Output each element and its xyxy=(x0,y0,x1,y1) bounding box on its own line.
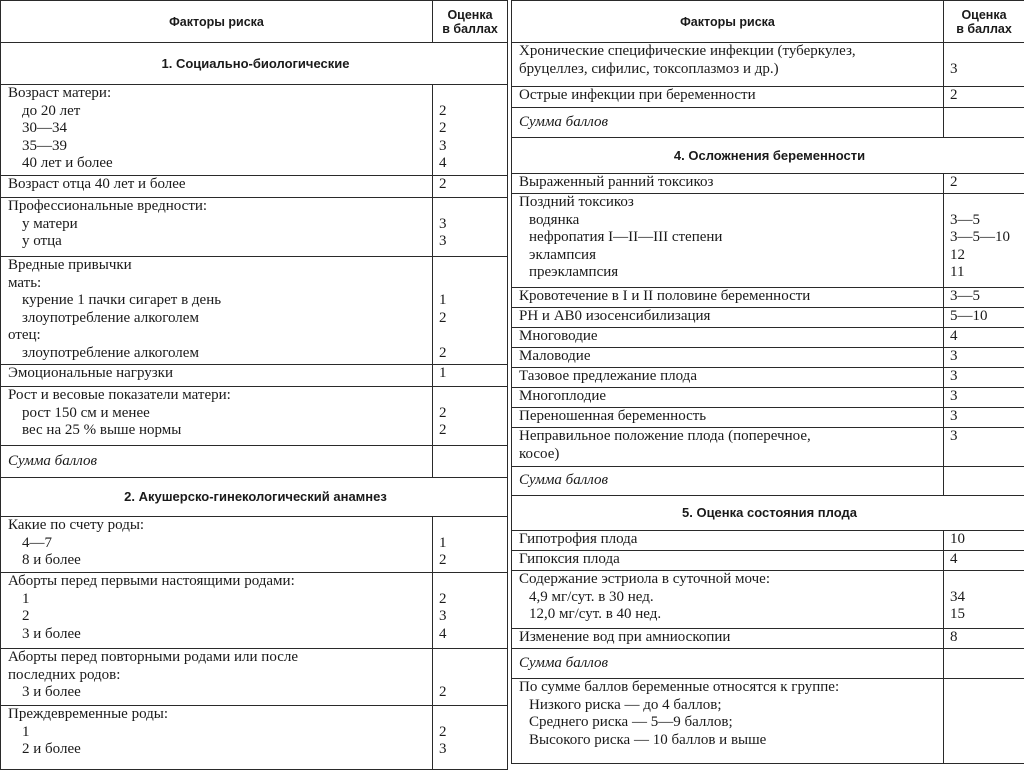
factor-line: Хронические специфические инфекции (туберкулез, xyxy=(519,43,939,61)
score-cell xyxy=(433,649,508,706)
section-title: 5. Оценка состояния плода xyxy=(512,496,1024,531)
factor-line: 3 и более xyxy=(8,626,428,644)
table-header-row xyxy=(1,1,508,43)
score-value: 3—5 xyxy=(950,212,1020,230)
factor-line: Кровотечение в I и II половине беременности xyxy=(519,288,939,306)
factor-line: преэклампсия xyxy=(519,264,939,282)
score-value xyxy=(439,85,503,103)
factor-line: отец: xyxy=(8,327,428,345)
factor-row xyxy=(1,706,508,770)
factor-row xyxy=(512,43,1024,87)
score-value xyxy=(950,43,1020,61)
score-value: 3 xyxy=(950,388,1020,406)
factor-line: 3 и более xyxy=(8,684,428,702)
factor-line: 40 лет и более xyxy=(8,155,428,173)
factor-cell xyxy=(512,571,944,629)
factor-line: Выраженный ранний токсикоз xyxy=(519,174,939,192)
score-value: 2 xyxy=(439,724,503,742)
score-value: 1 xyxy=(439,365,503,383)
factor-row xyxy=(512,288,1024,308)
factor-line: 2 и более xyxy=(8,741,428,759)
factor-line: Многоводие xyxy=(519,328,939,346)
sum-row xyxy=(512,467,1024,496)
score-value: 4 xyxy=(950,551,1020,569)
score-value: 3 xyxy=(950,348,1020,366)
score-cell xyxy=(944,679,1024,764)
score-value: 2 xyxy=(439,422,503,440)
factor-row xyxy=(1,387,508,446)
factor-line: бруцеллез, сифилис, токсоплазмоз и др.) xyxy=(519,61,939,79)
score-value xyxy=(950,697,1020,715)
factor-cell xyxy=(512,308,944,328)
factor-line: эклампсия xyxy=(519,247,939,265)
factor-row xyxy=(512,308,1024,328)
score-value: 2 xyxy=(439,103,503,121)
score-value xyxy=(950,679,1020,697)
score-value: 3 xyxy=(950,368,1020,386)
factor-cell xyxy=(512,629,944,649)
factor-row xyxy=(512,428,1024,467)
factor-row xyxy=(1,198,508,257)
score-column-header xyxy=(433,1,508,43)
factor-cell xyxy=(512,388,944,408)
sum-value-cell xyxy=(944,649,1024,679)
score-value: 3 xyxy=(950,61,1020,79)
factor-row xyxy=(512,328,1024,348)
factor-line: Гипоксия плода xyxy=(519,551,939,569)
sum-value-cell xyxy=(944,467,1024,496)
score-value: 2 xyxy=(439,120,503,138)
sum-row xyxy=(512,649,1024,679)
factor-row xyxy=(512,531,1024,551)
score-value: 10 xyxy=(950,531,1020,549)
sum-label: Сумма баллов xyxy=(512,467,944,496)
score-value: 4 xyxy=(439,155,503,173)
score-value: 1 xyxy=(439,292,503,310)
factor-line: По сумме баллов беременные относятся к группе: xyxy=(519,679,939,697)
factor-row xyxy=(512,571,1024,629)
factor-row xyxy=(512,194,1024,288)
score-cell xyxy=(944,551,1024,571)
score-value: 8 xyxy=(950,629,1020,647)
score-header-line: Оценка xyxy=(447,8,492,22)
factor-line: Эмоциональные нагрузки xyxy=(8,365,428,383)
factor-line: 12,0 мг/сут. в 40 нед. xyxy=(519,606,939,624)
score-header-line: в баллах xyxy=(956,22,1012,36)
score-value: 3 xyxy=(439,608,503,626)
factor-cell xyxy=(512,531,944,551)
score-cell xyxy=(433,85,508,176)
factor-line: злоупотребление алкоголем xyxy=(8,310,428,328)
score-cell xyxy=(433,176,508,198)
factor-line: злоупотребление алкоголем xyxy=(8,345,428,363)
score-value: 3—5—10 xyxy=(950,229,1020,247)
factor-row xyxy=(512,629,1024,649)
score-cell xyxy=(944,174,1024,194)
factor-line: 8 и более xyxy=(8,552,428,570)
score-value xyxy=(439,257,503,275)
factor-row xyxy=(1,85,508,176)
factor-line: Низкого риска — до 4 баллов; xyxy=(519,697,939,715)
score-cell xyxy=(944,571,1024,629)
factor-line: последних родов: xyxy=(8,667,428,685)
score-value xyxy=(439,198,503,216)
factor-line: Вредные привычки xyxy=(8,257,428,275)
score-cell xyxy=(944,531,1024,551)
factor-row xyxy=(1,257,508,365)
factor-cell xyxy=(512,288,944,308)
score-value: 3 xyxy=(439,233,503,251)
score-value: 15 xyxy=(950,606,1020,624)
score-cell xyxy=(944,388,1024,408)
factor-cell xyxy=(512,194,944,288)
score-cell xyxy=(433,387,508,446)
factor-row xyxy=(512,408,1024,428)
score-cell xyxy=(944,194,1024,288)
score-value xyxy=(950,732,1020,750)
factor-line: Маловодие xyxy=(519,348,939,366)
section-header-row xyxy=(512,138,1024,174)
factor-row xyxy=(1,573,508,649)
factor-cell xyxy=(512,43,944,87)
score-value: 1 xyxy=(439,535,503,553)
factor-line: 1 xyxy=(8,724,428,742)
score-value: 34 xyxy=(950,589,1020,607)
factor-cell xyxy=(512,174,944,194)
factor-line: до 20 лет xyxy=(8,103,428,121)
factor-line: вес на 25 % выше нормы xyxy=(8,422,428,440)
factor-line: нефропатия I—II—III степени xyxy=(519,229,939,247)
table-header-row xyxy=(512,1,1024,43)
factor-cell xyxy=(1,387,433,446)
score-value: 2 xyxy=(950,174,1020,192)
score-value xyxy=(439,275,503,293)
score-value xyxy=(439,667,503,685)
score-value xyxy=(439,573,503,591)
factor-line: Гипотрофия плода xyxy=(519,531,939,549)
factor-line: Возраст отца 40 лет и более xyxy=(8,176,428,194)
score-value: 5—10 xyxy=(950,308,1020,326)
factor-cell xyxy=(512,368,944,388)
score-value xyxy=(439,649,503,667)
score-cell xyxy=(944,368,1024,388)
factor-column-header: Факторы риска xyxy=(1,1,433,43)
score-value: 3—5 xyxy=(950,288,1020,306)
score-value: 2 xyxy=(439,684,503,702)
score-cell xyxy=(944,328,1024,348)
score-cell xyxy=(433,573,508,649)
factor-row xyxy=(1,176,508,198)
score-cell xyxy=(944,629,1024,649)
score-value: 3 xyxy=(439,138,503,156)
score-cell xyxy=(944,428,1024,467)
left-table-body xyxy=(1,43,508,770)
factor-row xyxy=(512,679,1024,764)
factor-cell xyxy=(1,365,433,387)
section-header-row xyxy=(512,496,1024,531)
factor-cell xyxy=(512,679,944,764)
factor-line: Высокого риска — 10 баллов и выше xyxy=(519,732,939,750)
sum-value-cell xyxy=(944,108,1024,138)
score-cell xyxy=(944,288,1024,308)
score-value xyxy=(950,446,1020,464)
factor-cell xyxy=(512,348,944,368)
score-header-line: Оценка xyxy=(961,8,1006,22)
score-header-line: в баллах xyxy=(442,22,498,36)
factor-line: 1 xyxy=(8,591,428,609)
factor-line: косое) xyxy=(519,446,939,464)
left-risk-table xyxy=(0,0,507,770)
factor-cell xyxy=(1,198,433,257)
factor-line: Возраст матери: xyxy=(8,85,428,103)
section-title: 1. Социально-биологические xyxy=(1,43,508,85)
factor-cell xyxy=(1,573,433,649)
right-table-body xyxy=(512,43,1024,764)
factor-row xyxy=(512,87,1024,108)
section-header-row xyxy=(1,43,508,85)
score-value: 2 xyxy=(439,310,503,328)
section-header-row xyxy=(1,478,508,517)
sum-label: Сумма баллов xyxy=(1,446,433,478)
factor-line: курение 1 пачки сигарет в день xyxy=(8,292,428,310)
right-risk-table xyxy=(511,0,1024,764)
factor-row xyxy=(512,348,1024,368)
score-cell xyxy=(944,348,1024,368)
factor-cell xyxy=(512,87,944,108)
factor-line: у матери xyxy=(8,216,428,234)
score-value xyxy=(439,327,503,345)
score-value: 2 xyxy=(439,176,503,194)
score-cell xyxy=(433,365,508,387)
factor-line: Переношенная беременность xyxy=(519,408,939,426)
factor-row xyxy=(1,517,508,573)
factor-line: Содержание эстриола в суточной моче: xyxy=(519,571,939,589)
factor-line: Аборты перед повторными родами или после xyxy=(8,649,428,667)
score-value: 3 xyxy=(439,741,503,759)
factor-line: Профессиональные вредности: xyxy=(8,198,428,216)
factor-column-header: Факторы риска xyxy=(512,1,944,43)
factor-line: водянка xyxy=(519,212,939,230)
factor-cell xyxy=(512,408,944,428)
score-value xyxy=(439,706,503,724)
factor-line: Тазовое предлежание плода xyxy=(519,368,939,386)
score-value: 3 xyxy=(950,408,1020,426)
score-value: 3 xyxy=(950,428,1020,446)
factor-row xyxy=(512,368,1024,388)
factor-line: мать: xyxy=(8,275,428,293)
factor-cell xyxy=(1,176,433,198)
score-cell xyxy=(433,257,508,365)
score-value xyxy=(439,517,503,535)
score-cell xyxy=(944,87,1024,108)
factor-line: 30—34 xyxy=(8,120,428,138)
factor-line: Острые инфекции при беременности xyxy=(519,87,939,105)
factor-line: РН и АВ0 изосенсибилизация xyxy=(519,308,939,326)
factor-row xyxy=(1,365,508,387)
factor-line: у отца xyxy=(8,233,428,251)
score-value xyxy=(950,194,1020,212)
factor-cell xyxy=(1,706,433,770)
section-title: 2. Акушерско-гинекологический анамнез xyxy=(1,478,508,517)
factor-line: Многоплодие xyxy=(519,388,939,406)
factor-line: Аборты перед первыми настоящими родами: xyxy=(8,573,428,591)
score-value: 2 xyxy=(439,552,503,570)
score-value: 2 xyxy=(439,405,503,423)
score-value: 12 xyxy=(950,247,1020,265)
factor-line: Преждевременные роды: xyxy=(8,706,428,724)
score-value xyxy=(950,571,1020,589)
factor-line: 2 xyxy=(8,608,428,626)
score-value: 2 xyxy=(950,87,1020,105)
factor-line: Среднего риска — 5—9 баллов; xyxy=(519,714,939,732)
factor-cell xyxy=(1,257,433,365)
section-title: 4. Осложнения беременности xyxy=(512,138,1024,174)
factor-line: рост 150 см и менее xyxy=(8,405,428,423)
factor-line: 35—39 xyxy=(8,138,428,156)
sum-row xyxy=(512,108,1024,138)
factor-line: 4,9 мг/сут. в 30 нед. xyxy=(519,589,939,607)
score-cell xyxy=(433,517,508,573)
sum-row xyxy=(1,446,508,478)
factor-cell xyxy=(1,85,433,176)
score-value xyxy=(439,387,503,405)
score-cell xyxy=(944,408,1024,428)
score-value: 4 xyxy=(439,626,503,644)
factor-line: Рост и весовые показатели матери: xyxy=(8,387,428,405)
factor-line: Неправильное положение плода (поперечное, xyxy=(519,428,939,446)
factor-cell xyxy=(512,428,944,467)
factor-row xyxy=(512,388,1024,408)
score-value: 2 xyxy=(439,345,503,363)
factor-line: Какие по счету роды: xyxy=(8,517,428,535)
factor-row xyxy=(512,174,1024,194)
factor-row xyxy=(1,649,508,706)
score-cell xyxy=(433,706,508,770)
factor-line: Поздний токсикоз xyxy=(519,194,939,212)
score-value: 11 xyxy=(950,264,1020,282)
score-cell xyxy=(944,43,1024,87)
factor-cell xyxy=(1,649,433,706)
factor-cell xyxy=(1,517,433,573)
score-column-header xyxy=(944,1,1024,43)
score-value: 2 xyxy=(439,591,503,609)
sum-value-cell xyxy=(433,446,508,478)
score-cell xyxy=(433,198,508,257)
sum-label: Сумма баллов xyxy=(512,108,944,138)
sum-label: Сумма баллов xyxy=(512,649,944,679)
factor-line: 4—7 xyxy=(8,535,428,553)
factor-row xyxy=(512,551,1024,571)
score-value xyxy=(950,714,1020,732)
score-value: 3 xyxy=(439,216,503,234)
factor-line: Изменение вод при амниоскопии xyxy=(519,629,939,647)
score-value: 4 xyxy=(950,328,1020,346)
factor-cell xyxy=(512,551,944,571)
score-cell xyxy=(944,308,1024,328)
factor-cell xyxy=(512,328,944,348)
